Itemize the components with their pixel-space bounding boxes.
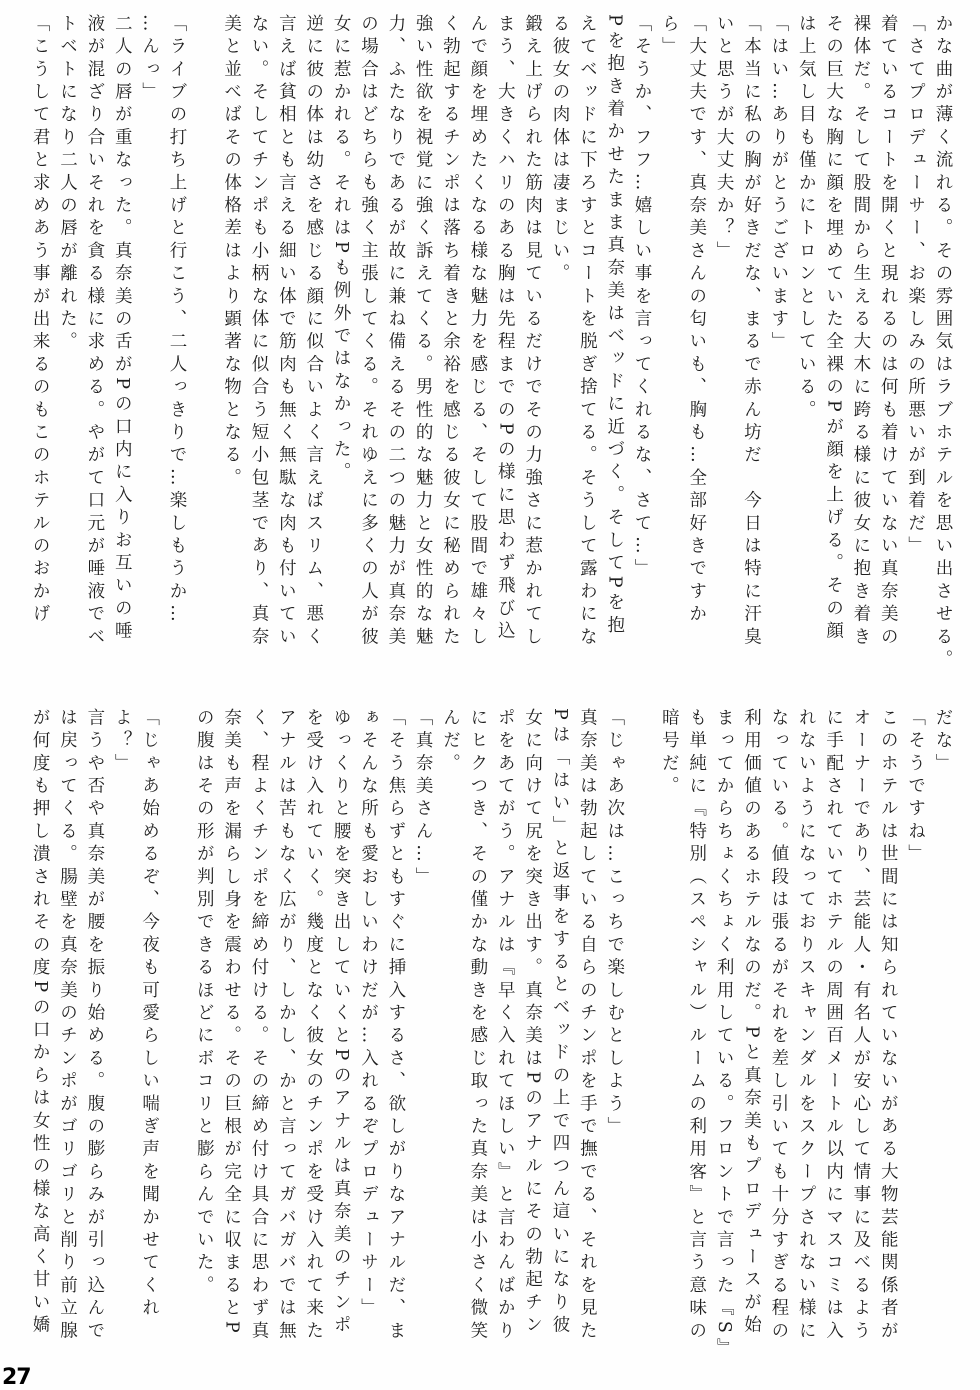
text-column: まってからちょくちょく利用している。フロントで言った『S』	[714, 708, 735, 1361]
text-column: 力、ふたなりであるが故に兼ね備えるその二つの魅力が真奈美	[385, 14, 406, 650]
lower-text-block	[28, 708, 958, 1374]
text-column: 「こうして君と求めあう事が出来るのもこのホテルのおかげ	[30, 14, 51, 627]
text-column: 暗号だ。	[659, 708, 680, 799]
text-column: 強い性欲を視覚に強く訴えてくる。男性的な魅力と女性的な魅	[413, 14, 434, 650]
text-column: る彼女の肉体は凄まじい。	[549, 14, 570, 287]
text-column: 女に向けて尻を突き出す。真奈美はPのアナルにその勃起チン	[522, 708, 543, 1338]
text-column: このホテルは世間には知られていないがある大物芸能関係者が	[878, 708, 899, 1344]
text-column: 液が混ざり合いそれを貪る様に求める。やがて口元が唾液でベ	[84, 14, 105, 650]
text-column: の場合はどちらも強く主張してくる。それゆえに多くの人が彼	[358, 14, 379, 650]
text-column: Pを抱き着かせたまま真奈美はベッドに近づく。そしてPを抱	[604, 14, 625, 639]
blank-column	[165, 708, 192, 1374]
text-column: えてベッドに下ろすとコートを脱ぎ捨てる。そうして露わにな	[577, 14, 598, 650]
text-column: 逆に彼の体は幼さを感じる顔に似合いよく言えばスリム、悪く	[303, 14, 324, 650]
text-column: 言うや否や真奈美が腰を振り始める。腹の膨らみが引っ込んで	[84, 708, 105, 1344]
text-column: 「本当に私の胸が好きだな、まるで赤ん坊だ 今日は特に汗臭	[741, 14, 762, 650]
text-column: が何度も押し潰されその度Pの口からは女性の様な高く甘い嬌	[30, 708, 51, 1338]
text-column: 真奈美は勃起している自らのチンポを手で撫でる、それを見た	[577, 708, 598, 1344]
text-column: んで顔を埋めたくなる様な魅力を感じる、そして股間で雄々し	[467, 14, 488, 650]
text-column: ぁそんな所も愛おしいわけだが…入れるぞプロデューサー」	[358, 708, 379, 1321]
text-column: まう、大きくハリのある胸は先程までのPの様に思わず飛び込	[495, 14, 516, 644]
text-column: 「ライブの打ち上げと行こう、二人っきりで…楽しもうか…	[166, 14, 187, 627]
text-column: 「大丈夫です、真奈美さんの匂いも、胸も…全部好きですか	[686, 14, 707, 627]
text-column: 「真奈美さん…」	[413, 708, 434, 890]
text-column: 着ているコートを開くと現れるのは何も着けていない真奈美の	[878, 14, 899, 650]
text-column: ない。そしてチンポも小柄な体に似合う短小包茎であり、真奈	[249, 14, 270, 650]
text-column: を受け入れていく。幾度となく彼女のチンポを受け入れて来た	[303, 708, 324, 1344]
text-column: 「さてプロデューサー、お楽しみの所悪いが到着だ」	[905, 14, 926, 559]
text-column: く勃起するチンポは落ち着きと余裕を感じる彼女に秘められた	[440, 14, 461, 650]
text-column: 「そうですね」	[905, 708, 926, 867]
text-column: く、程よくチンポを締め付ける。その締め付け具合に思わず真	[249, 708, 270, 1344]
text-column: 言えば貧相とも言える細い体で筋肉も無く無駄な肉も付いてい	[276, 14, 297, 650]
text-column: んだ。	[440, 708, 461, 777]
text-column: 「そう焦らずともすぐに挿入するさ、欲しがりなアナルだ、ま	[385, 708, 406, 1344]
text-column: かな曲が薄く流れる。その雰囲気はラブホテルを思い出させる。	[933, 14, 953, 673]
text-column: よ？」	[112, 708, 133, 777]
text-column: 「そうか、フフ…嬉しい事を言ってくれるな、さて…」	[632, 14, 653, 582]
page-number: 27	[2, 1365, 31, 1390]
text-column: Pは「はい」と返事をするとベッドの上で四つん這いになり彼	[549, 708, 570, 1338]
text-column: …んっ」	[139, 14, 160, 105]
text-column: その巨大な胸に顔を埋めていた全裸のPが顔を上げる。その顔	[823, 14, 844, 644]
text-column: ゆっくりと腰を突き出していくとPのアナルは真奈美のチンポ	[331, 708, 352, 1338]
text-column: トベトになり二人の唇が離れた。	[57, 14, 78, 355]
text-column: なっている。値段は張るがそれを差し引いても十分すぎる程の	[768, 708, 789, 1344]
text-column: 美と並べばその体格差はより顕著な物となる。	[221, 14, 242, 491]
text-column: オーナーであり、芸能人・有名人が安心して情事に及べるよう	[850, 708, 871, 1344]
text-column: 二人の唇が重なった。真奈美の舌がPの口内に入りお互いの唾	[112, 14, 133, 644]
text-column: 利用価値のあるホテルなのだ。Pと真奈美もプロデュースが始	[741, 708, 762, 1338]
text-column: に手配されていてホテルの周囲百メートル以内にマスコミは入	[823, 708, 844, 1344]
text-column: 「はい…ありがとうございます」	[768, 14, 789, 355]
text-column: れないようになっておりスキャンダルをスクープされない様に	[796, 708, 817, 1344]
text-column: は戻ってくる。腸壁を真奈美のチンポがゴリゴリと削り前立腺	[57, 708, 78, 1344]
upper-text-block	[28, 14, 958, 686]
blank-column	[630, 708, 657, 1374]
text-column: ら」	[659, 14, 680, 60]
text-column: も単純に『特別（スペシャル）ルームの利用客』と言う意味の	[686, 708, 707, 1344]
text-column: 「じゃあ次は…こっちで楽しむとしよう」	[604, 708, 625, 1140]
text-column: 裸体だ。そして股間から生える大木に跨る様に彼女に抱き着き	[850, 14, 871, 650]
text-column: 鍛え上げられた筋肉は見ているだけでその力強さに惹かれてし	[522, 14, 543, 650]
text-column: 女に惹かれる。それはPも例外ではなかった。	[331, 14, 352, 485]
text-column: の腹はその形が判別できるほどにボコリと膨らんでいた。	[194, 708, 215, 1299]
text-column: アナルは苦もなく広がり、しかし、かと言ってガバガバでは無	[276, 708, 297, 1344]
text-column: だな」	[933, 708, 953, 777]
text-column: にヒクつき、その僅かな動きを感じ取った真奈美は小さく微笑	[467, 708, 488, 1344]
text-column: 「じゃあ始めるぞ、今夜も可愛らしい喘ぎ声を聞かせてくれ	[139, 708, 160, 1321]
text-column: は上気し目も僅かにトロンとしている。	[796, 14, 817, 423]
text-column: 奈美も声を漏らし身を震わせる。その巨根が完全に収まるとP	[221, 708, 242, 1338]
blank-column	[192, 14, 219, 686]
text-column: ポをあてがう。アナルは『早く入れてほしい』と言わんばかり	[495, 708, 516, 1344]
text-column: いと思うが大丈夫か？」	[714, 14, 735, 264]
